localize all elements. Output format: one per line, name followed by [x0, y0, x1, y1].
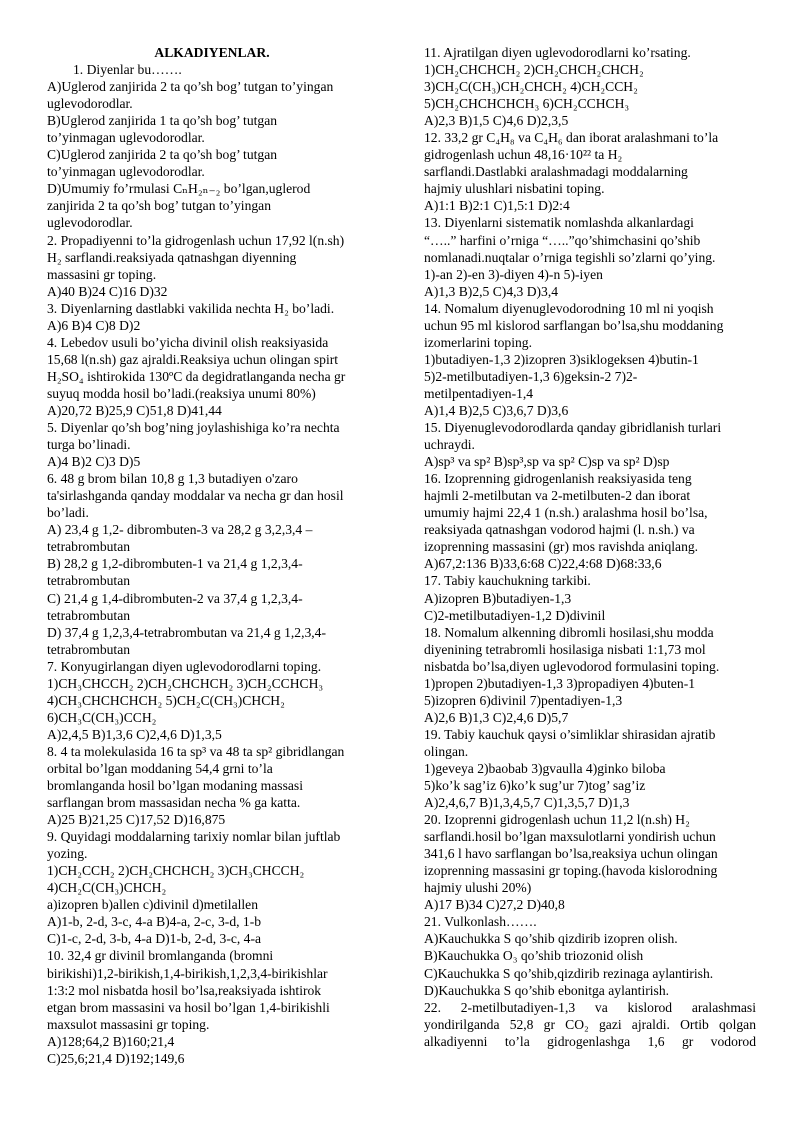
- text-line: C)1-c, 2-d, 3-b, 4-a D)1-b, 2-d, 3-c, 4-a: [47, 931, 262, 947]
- text-line: alkadiyenni to’la gidrogenlashga 1,6 gr vodorod: [424, 1033, 756, 1049]
- text-line: uglevodorodlar.: [47, 215, 133, 231]
- text-line: H₂ sarflandi.reaksiyada qatnashgan diyenning: [47, 249, 297, 265]
- text-line: 4)CH₃CHCHCHCH₂ 5)CH₂C(CH₃)CHCH₂: [47, 692, 285, 708]
- text-line: 20. Izoprenni gidrogenlash uchun 11,2 l(n.sh) H₂: [424, 812, 690, 828]
- text-line: 12. 33,2 gr C₄H₈ va C₄H₆ dan iborat aralashmani to’la: [424, 130, 719, 146]
- text-line: A)Kauchukka S qo’shib qizdirib izopren olish.: [424, 931, 678, 947]
- text-line: izomerlarini toping.: [424, 334, 532, 350]
- text-line: A)2,3 B)1,5 C)4,6 D)2,3,5: [424, 113, 569, 129]
- text-line: B)Uglerod zanjirida 1 ta qo’sh bog’ tutgan: [47, 113, 278, 129]
- text-line: turga bo’linadi.: [47, 437, 131, 453]
- text-line: 1)CH₂CHCHCH₂ 2)CH₂CHCH₂CHCH₂: [424, 62, 644, 78]
- text-line: 6)CH₃C(CH₃)CCH₂: [47, 709, 157, 725]
- text-line: 3)CH₂C(CH₃)CH₂CHCH₂ 4)CH₂CCH₂: [424, 79, 638, 95]
- text-line: hajmiy ulushlari nisbatini toping.: [424, 181, 605, 197]
- text-line: hajmli 2-metilbutan va 2-metilbuten-2 dan iborat: [424, 488, 691, 504]
- text-line: D) 37,4 g 1,2,3,4-tetrabrombutan va 21,4 g 1,2,3,4-: [47, 624, 326, 640]
- text-line: A)1-b, 2-d, 3-c, 4-a B)4-a, 2-c, 3-d, 1-b: [47, 914, 262, 930]
- text-line: C)Uglerod zanjirida 2 ta qo’sh bog’ tutgan: [47, 147, 278, 163]
- text-line: maxsulot massasini gr toping.: [47, 1016, 210, 1032]
- text-line: B)Kauchukka O₃ qo’shib triozonid olish: [424, 948, 644, 964]
- text-line: D)Kauchukka S qo’shib ebonitga aylantirish.: [424, 982, 670, 998]
- text-line: A)17 B)34 C)27,2 D)40,8: [424, 897, 565, 913]
- text-line: a)izopren b)allen c)divinil d)metilallen: [47, 897, 258, 913]
- text-line: A) 23,4 g 1,2- dibrombuten-3 va 28,2 g 3,2,3,4 –: [47, 522, 313, 538]
- text-line: uglevodorodlar.: [47, 96, 133, 112]
- text-line: D)Umumiy fo’rmulasi CₙH₂ₙ₋₂ bo’lgan,uglerod: [47, 181, 311, 197]
- text-line: 16. Izoprenning gidrogenlanish reaksiyasida teng: [424, 471, 692, 487]
- text-line: to’yinmagan uglevodorodlar.: [47, 164, 205, 180]
- text-line: A)izopren B)butadiyen-1,3: [424, 590, 572, 606]
- text-line: nisbatda bo’lsa,diyen uglevodorod formulasini toping.: [424, 658, 720, 674]
- text-line: sarflangan brom massasidan necha % ga katta.: [47, 795, 301, 811]
- text-line: tetrabrombutan: [47, 641, 131, 657]
- text-line: olingan.: [424, 743, 469, 759]
- text-line: 341,6 l havo sarflangan bo’lsa,reaksiya uchun olingan: [424, 846, 718, 862]
- text-line: nomlanadi.nuqtalar o’rniga tegishli so’zlarni qo’ying.: [424, 249, 716, 265]
- text-line: 17. Tabiy kauchukning tarkibi.: [424, 573, 591, 589]
- page-title: ALKADIYENLAR.: [154, 45, 270, 60]
- text-line: ta'sirlashganda qanday moddalar va necha gr dan hosil: [47, 488, 344, 504]
- text-line: 22. 2-metilbutadiyen-1,3 va kislorod aralashmasi: [424, 999, 756, 1015]
- left-column: [47, 44, 377, 1067]
- text-line: 5)izopren 6)divinil 7)pentadiyen-1,3: [424, 692, 623, 708]
- text-line: 1)butadiyen-1,3 2)izopren 3)siklogeksen 4)butin-1: [424, 351, 699, 367]
- text-line: 4. Lebedov usuli bo’yicha divinil olish reaksiyasida: [47, 334, 329, 350]
- text-line: yozing.: [47, 846, 88, 862]
- text-line: 1:3:2 mol nisbatda hosil bo’lsa,reaksiyada ishtirok: [47, 982, 322, 998]
- text-line: 3. Diyenlarning dastlabki vakilida nechta H₂ bo’ladi.: [47, 300, 335, 316]
- text-line: 1)-an 2)-en 3)-diyen 4)-n 5)-iyen: [424, 266, 603, 282]
- text-line: 19. Tabiy kauchuk qaysi o’simliklar shirasidan ajratib: [424, 726, 716, 742]
- text-line: C)25,6;21,4 D)192;149,6: [47, 1050, 185, 1066]
- text-line: A)1:1 B)2:1 C)1,5:1 D)2:4: [424, 198, 570, 214]
- text-line: A)1,3 B)2,5 C)4,3 D)3,4: [424, 283, 559, 299]
- text-line: diyenining tetrabromli hosilasiga nisbati 1:1,73 mol: [424, 641, 706, 657]
- text-line: A)Uglerod zanjirida 2 ta qo’sh bog’ tutgan to’yingan: [47, 79, 334, 95]
- text-line: 10. 32,4 gr divinil bromlanganda (bromni: [47, 948, 274, 964]
- text-line: A)sp³ va sp² B)sp³,sp va sp² C)sp va sp² D)sp: [424, 454, 670, 470]
- text-line: 14. Nomalum diyenuglevodorodning 10 ml ni yoqish: [424, 300, 714, 316]
- right-column: [424, 44, 756, 1050]
- text-line: yondirilganda 52,8 gr CO₂ gazi ajraldi. Ortib qolgan: [424, 1016, 756, 1032]
- text-line: 13. Diyenlarni sistematik nomlashda alkanlardagi: [424, 215, 694, 231]
- text-line: zanjirida 2 ta qo’sh bog’ tutgan to’yingan: [47, 198, 271, 214]
- text-line: A)6 B)4 C)8 D)2: [47, 317, 141, 333]
- text-line: gidrogenlash uchun 48,16·10²² ta H₂: [424, 147, 623, 163]
- text-line: umumiy hajmi 22,4 1 (n.sh.) aralashma hosil bo’lsa,: [424, 505, 708, 521]
- text-line: 11. Ajratilgan diyen uglevodorodlarni ko’rsating.: [424, 45, 691, 60]
- text-line: 4)CH₂C(CH₃)CHCH₂: [47, 880, 167, 896]
- text-line: bromlanganda hosil bo’lgan modaning massasi: [47, 778, 303, 794]
- text-line: 1)propen 2)butadiyen-1,3 3)propadiyen 4)buten-1: [424, 675, 696, 691]
- text-line: izoprenning massasini (gr) mos ravishda aniqlang.: [424, 539, 699, 555]
- text-line: 1)geveya 2)baobab 3)gvaulla 4)ginko biloba: [424, 760, 666, 776]
- text-line: tetrabrombutan: [47, 607, 131, 623]
- right-column-text: [424, 44, 756, 1050]
- text-line: etgan brom massasini va hosil bo’lgan 1,4-birikishli: [47, 999, 330, 1015]
- text-line: 5)2-metilbutadiyen-1,3 6)geksin-2 7)2-: [424, 368, 638, 384]
- text-line: tetrabrombutan: [47, 539, 131, 555]
- text-line: 1)CH₂CCH₂ 2)CH₂CHCHCH₂ 3)CH₃CHCCH₂: [47, 863, 305, 879]
- text-line: A)25 B)21,25 C)17,52 D)16,875: [47, 812, 226, 828]
- text-line: A)1,4 B)2,5 C)3,6,7 D)3,6: [424, 402, 569, 418]
- text-line: to’yinmagan uglevodorodlar.: [47, 130, 205, 146]
- text-line: A)40 B)24 C)16 D)32: [47, 283, 168, 299]
- text-line: 5)CH₂CHCHCHCH₃ 6)CH₂CCHCH₃: [424, 96, 630, 112]
- text-line: B) 28,2 g 1,2-dibrombuten-1 va 21,4 g 1,2,3,4-: [47, 556, 303, 572]
- text-line: tetrabrombutan: [47, 573, 131, 589]
- text-line: massasini gr toping.: [47, 266, 157, 282]
- text-line: 1)CH₃CHCCH₂ 2)CH₂CHCHCH₂ 3)CH₂CCHCH₃: [47, 675, 324, 691]
- text-line: H₂SO₄ ishtirokida 130ºC da degidratlanganda necha gr: [47, 368, 346, 384]
- text-line: izoprenning massasini gr toping.(havoda kislorodning: [424, 863, 718, 879]
- text-line: 2. Propadiyenni to’la gidrogenlash uchun 17,92 l(n.sh): [47, 232, 345, 248]
- text-line: A)4 B)2 C)3 D)5: [47, 454, 141, 470]
- text-line: 15. Diyenuglevodorodlarda qanday gibridlanish turlari: [424, 420, 722, 436]
- text-line: 1. Diyenlar bu…….: [73, 62, 182, 78]
- text-line: 5)ko’k sag’iz 6)ko’k sug’ur 7)tog’ sag’iz: [424, 778, 646, 794]
- text-line: reaksiyada qatnashgan vodorod hajmi (l. n.sh.) va: [424, 522, 695, 538]
- text-line: birikishi)1,2-birikish,1,4-birikish,1,2,3,4-birikishlar: [47, 965, 328, 981]
- text-line: “…..” harfini o’rniga “…..”qo’shimchasini qo’shib: [424, 232, 701, 248]
- text-line: 15,68 l(n.sh) gaz ajraldi.Reaksiya uchun olingan spirt: [47, 351, 339, 367]
- left-column-text: [47, 61, 377, 1067]
- text-line: 21. Vulkonlash…….: [424, 914, 537, 930]
- text-line: A)2,4,5 B)1,3,6 C)2,4,6 D)1,3,5: [47, 726, 222, 742]
- text-line: uchun 95 ml kislorod sarflangan bo’lsa,shu moddaning: [424, 317, 724, 333]
- text-line: 8. 4 ta molekulasida 16 ta sp³ va 48 ta sp² gibridlangan: [47, 743, 345, 759]
- text-line: metilpentadiyen-1,4: [424, 385, 534, 401]
- text-line: uchraydi.: [424, 437, 475, 453]
- text-line: A)67,2:136 B)33,6:68 C)22,4:68 D)68:33,6: [424, 556, 662, 572]
- text-line: A)20,72 B)25,9 C)51,8 D)41,44: [47, 402, 222, 418]
- text-line: A)128;64,2 B)160;21,4: [47, 1033, 175, 1049]
- text-line: 18. Nomalum alkenning dibromli hosilasi,shu modda: [424, 624, 714, 640]
- text-line: suyuq modda hosil bo’ladi.(reaksiya unumi 80%): [47, 385, 316, 401]
- text-line: C) 21,4 g 1,4-dibrombuten-2 va 37,4 g 1,2,3,4-: [47, 590, 303, 606]
- text-line: 5. Diyenlar qo’sh bog’ning joylashishiga ko’ra nechta: [47, 420, 340, 436]
- text-line: 7. Konyugirlangan diyen uglevodorodlarni toping.: [47, 658, 322, 674]
- text-line: orbital bo’lgan moddaning 54,4 grni to’la: [47, 760, 273, 776]
- text-line: bo’ladi.: [47, 505, 89, 521]
- text-line: A)2,6 B)1,3 C)2,4,6 D)5,7: [424, 709, 569, 725]
- text-line: sarflandi.hosil bo’lgan maxsulotlarni yondirish uchun: [424, 829, 716, 845]
- text-line: C)2-metilbutadiyen-1,2 D)divinil: [424, 607, 606, 623]
- text-line: C)Kauchukka S qo’shib,qizdirib rezinaga aylantirish.: [424, 965, 714, 981]
- text-line: hajmiy ulushi 20%): [424, 880, 532, 896]
- text-line: sarflandi.Dastlabki aralashmadagi moddalarning: [424, 164, 688, 180]
- text-line: 9. Quyidagi moddalarning tarixiy nomlar bilan juftlab: [47, 829, 341, 845]
- text-line: A)2,4,6,7 B)1,3,4,5,7 C)1,3,5,7 D)1,3: [424, 795, 630, 811]
- text-line: 6. 48 g brom bilan 10,8 g 1,3 butadiyen o'zaro: [47, 471, 298, 487]
